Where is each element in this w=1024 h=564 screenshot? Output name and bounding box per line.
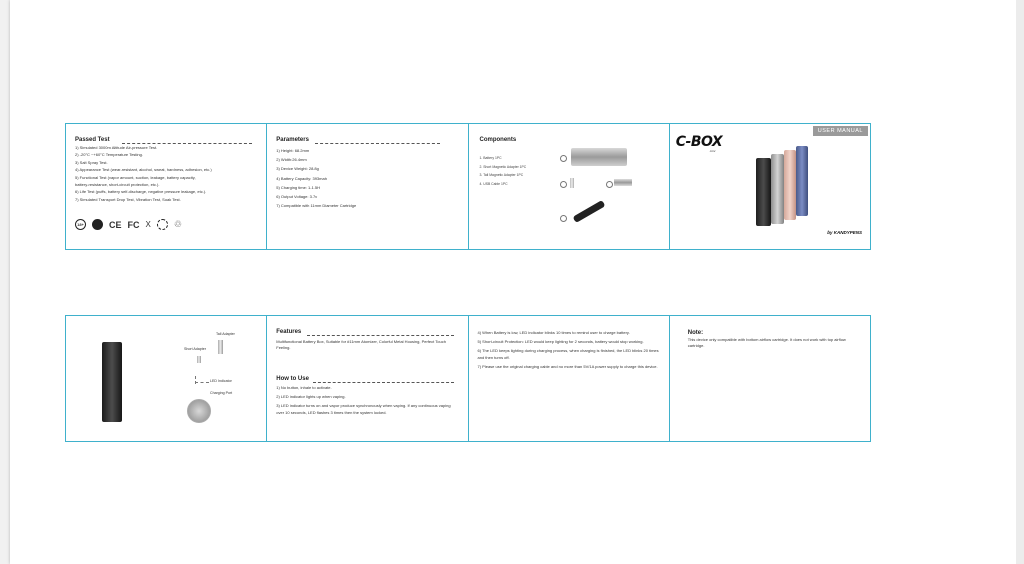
tall-adapter-illustration — [218, 340, 223, 354]
fcc-mark-icon: FC — [127, 219, 140, 230]
callout-1-icon — [560, 155, 567, 162]
list-item: 7) Compatible with 11mm Diameter Cartridge — [276, 203, 357, 209]
device-diagram-illustration — [102, 342, 122, 422]
protection-list — [478, 330, 663, 370]
heading-rule — [307, 335, 453, 336]
how-to-use-list — [276, 385, 458, 416]
cover-panel — [670, 124, 870, 249]
vertical-scrollbar[interactable] — [1016, 0, 1024, 564]
heading-rule — [313, 382, 453, 383]
list-item: 3) LED indicator turns on and vapor produce synchronously when vaping. If any continuous vaping over 10 seconds, LED flashes 3 times then the system locked. — [276, 403, 451, 415]
brand-logo: C-BOX — [675, 134, 723, 150]
how-to-use-heading: How to Use — [276, 376, 309, 382]
charging-port-detail — [187, 399, 211, 423]
device-blue-illustration — [796, 146, 808, 216]
note-panel — [670, 316, 870, 441]
list-item: 6) Output Voltage: 3.7v — [276, 194, 318, 200]
callout-4-icon — [560, 215, 567, 222]
list-item: 5) Charging time: 1-1.5H — [276, 184, 321, 190]
list-item: 5) Short-circuit Protection: LED would keep lighting for 2 seconds, battery would stop working. — [477, 339, 644, 345]
passed-test-list — [75, 144, 212, 203]
document-page — [10, 0, 1016, 564]
short-adapter-label: Short Adapter — [184, 347, 206, 351]
features-panel — [267, 316, 468, 441]
list-item: 2) LED indicator lights up when vaping. — [276, 394, 346, 400]
age-18-icon: 18+ — [75, 219, 86, 230]
list-item: 4) When Battery is low, LED indicator blinks 10 times to remind user to charge battery. — [477, 330, 630, 335]
features-heading: Features — [276, 329, 302, 335]
list-item: 6) Life Test (puffs, battery self-discharge, negative pressure leakage, etc.). — [75, 189, 207, 195]
list-item: 1) Simulated 3000m Altitude Air-pressure Test. — [75, 145, 158, 150]
parameters-list — [276, 146, 356, 210]
protection-panel — [469, 316, 670, 441]
features-text: Multifunctional Battery Box, Suitable for #11mm Atomizer, Colorful Metal Housing, Perfect Touch Feeling. — [276, 339, 446, 351]
no-smoking-icon — [92, 219, 103, 230]
certification-marks — [75, 219, 182, 230]
kandypens-logo: by KANDYPENS — [827, 230, 862, 235]
tall-adapter-illustration — [614, 179, 632, 186]
list-item: 3) Salt Spray Test. — [75, 159, 108, 165]
note-text: This device only compatible with bottom airflow cartridge. It does not work with top airflow cartridge. — [687, 337, 846, 349]
diagram-panel — [66, 316, 267, 441]
passed-test-panel — [66, 124, 267, 249]
callout-3-icon — [606, 181, 613, 188]
list-item: 1. Battery 1PC — [479, 156, 502, 160]
list-item: 2) -20°C ~+60°C Temperature Testing. — [75, 152, 143, 158]
device-black-illustration — [756, 158, 771, 226]
list-item: 4) Appearance Test (wear-resistant, alcohol, sweat, hardness, adhesion, etc.) — [75, 167, 212, 173]
user-manual-tag: USER MANUAL — [813, 126, 868, 136]
rohs-icon — [157, 219, 168, 230]
manual-top-strip — [65, 123, 871, 250]
list-item: 7) Please use the original charging cable and no more than 5V/1A power supply to charge this device. — [477, 363, 658, 369]
device-silver-illustration — [771, 154, 784, 224]
passed-test-heading: Passed Test — [75, 137, 110, 143]
short-adapter-illustration — [197, 356, 201, 363]
components-panel — [469, 124, 670, 249]
list-item: 2. Short Magnetic Adapter 1PC — [479, 164, 527, 169]
list-item: 3) Device Weight: 28.8g — [276, 166, 319, 172]
charging-port-label: Charging Port — [210, 391, 233, 395]
note-heading: Note: — [687, 330, 704, 336]
list-item: 7) Simulated Transport Drop Test, Vibration Test, Soak Test. — [75, 196, 181, 202]
ce-mark-icon: CE — [109, 219, 122, 230]
device-rose-illustration — [784, 150, 796, 220]
list-item: 4) Battery Capacity: 393mah — [276, 175, 327, 181]
recycle-icon: ♲ — [173, 219, 182, 229]
weee-bin-icon: X — [145, 220, 151, 229]
callout-line — [195, 382, 209, 383]
list-item: 1) No button, inhale to activate. — [276, 385, 332, 390]
led-indicator-label: LED Indicator — [210, 379, 232, 383]
usb-cable-illustration — [572, 200, 605, 223]
parameters-heading: Parameters — [276, 137, 309, 143]
heading-rule — [315, 143, 439, 144]
list-item: 2) Width:26.4mm — [276, 157, 307, 163]
list-item: 1) Height: 68.2mm — [276, 148, 310, 153]
parameters-panel — [267, 124, 468, 249]
short-adapter-illustration — [570, 178, 574, 188]
callout-2-icon — [560, 181, 567, 188]
manual-bottom-strip — [65, 315, 871, 442]
components-list — [480, 154, 527, 188]
list-item: 4. USB Cable 1PC — [479, 181, 508, 186]
list-item: 5) Functional Test (vapor amount, suction, leakage, battery capacity, — [75, 174, 196, 180]
list-item: 3. Tall Magnetic Adapter 1PC — [479, 173, 524, 178]
components-heading: Components — [479, 137, 517, 143]
brand-subtitle: mini — [709, 149, 716, 153]
list-item: 6) The LED keeps lighting during charging process, when charging is finished, the LED blinks 20 times and then turns off. — [477, 348, 659, 360]
tall-adapter-label: Tall Adapter — [216, 332, 235, 336]
list-item: battery-resistance, short-circuit protection, etc.). — [75, 182, 160, 188]
battery-illustration — [571, 148, 627, 166]
